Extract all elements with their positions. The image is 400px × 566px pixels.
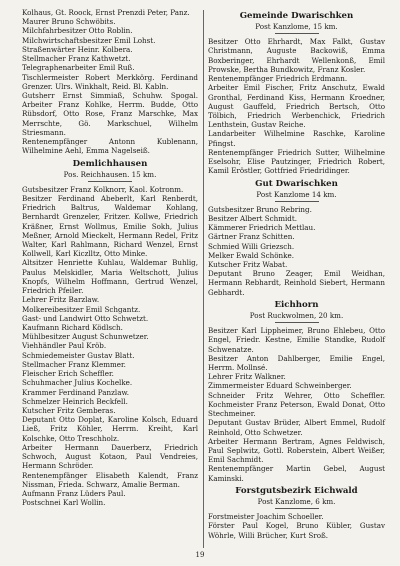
directory-entry: Rentenempfänger Martin Gebel, August Kaminski. — [208, 464, 385, 483]
directory-entry: Tischlermeister Robert Merkkörg. Ferdinand Grenzer. Ulrs. Winkhalt, Reid. Bl. Kabln. — [22, 72, 198, 91]
section-rule — [275, 33, 319, 34]
directory-entry: Rentenempfänger Friedrich Erdmann. — [208, 74, 348, 84]
directory-entry: Lehrer Fritz Barzlaw. — [22, 295, 100, 305]
directory-entry: Besitzer Otto Ehrhardt, Max Falkt, Gustav Christmann, Auguste Backowiß, Emma Boxberinger, Ehrhardt Wellenkonß, Emil Prowske, Bertha Bundkowitz, Franz Kosler. — [208, 37, 385, 74]
directory-entry: Landarbeiter Wilhelmine Raschke, Karoline Pfingst. — [208, 129, 385, 148]
directory-entry: Aufmann Franz Lüders Paul. — [22, 488, 126, 498]
directory-entry: Schmelzer Heinrich Beckfell. — [22, 396, 128, 406]
directory-entry: Forstmeister Joachim Schoeller. — [208, 512, 324, 522]
directory-entry: Krammer Ferdinand Panzlaw. — [22, 387, 129, 397]
directory-entry: Deputant Otto Doplat, Karoline Kolsch, Eduard Ließ, Fritz Köhler, Herrm. Kreiht, Karl Kolschke, Otto Treschholz. — [22, 415, 198, 443]
directory-entry: Arbeiter Hermann Bertram, Agnes Feldwisch, Paul Seplwitz, Gottl. Roberstein, Albert Weißer, Emil Sachmidt. — [208, 436, 385, 465]
directory-entry: Kämmerer Friedrich Mettlau. — [208, 223, 316, 233]
section-rule — [275, 508, 319, 509]
section-heading: Forstgutsbezirk Eichwald — [235, 485, 358, 496]
section-rule — [88, 181, 132, 182]
directory-entry: Förster Paul Kogel, Bruno Kübler, Gustav Wöhrle, Willi Brücher, Kurt Sroß. — [208, 521, 385, 540]
directory-entry: Besitzer Karl Lippheimer, Bruno Ehlebeu, Otto Engel, Friedr. Kestne, Emilie Standke, Rudolf Schwenatze. — [208, 326, 385, 354]
directory-entry: Viehhändler Paul Kröb. — [22, 341, 107, 351]
directory-entry: Arbeiter Hermann Dauerberz, Friedrich Schwoch, August Kotaon, Paul Vendreies, Hermann Schröder. — [22, 442, 198, 471]
directory-entry: Gutsbesitzer Bruno Rebring. — [208, 204, 312, 214]
section-heading: Demlichhausen — [72, 158, 148, 169]
directory-entry: Gutsbesitzer Franz Kolknorr, Kaol. Kotronm. — [22, 184, 184, 194]
directory-entry: Lehrer Fritz Walkner. — [208, 372, 286, 382]
page-number: 19 — [195, 551, 205, 559]
directory-entry: Kolhaus, Gt. Roock, Ernst Prenzdi Peter, Panz. — [22, 8, 190, 17]
directory-entry: Besitzer Ferdinand Abeberlt, Karl Renberdt, Friedrich Baltrus, Waldemar Kohlang, Bernhardt Grenzeler, Fritzer. Kollwe, Friedrich Kräßner, Ernst Wollmus, Emilie Sokh, Julius Meßner, Arnold Mieckelt, Hermann Redel, Fritz Walter, Karl Rahlmann, Richard Wenzel, Ernst Kollwell, Karl Kiczlltz, Otto Minke. — [22, 193, 198, 259]
section-rule — [275, 322, 319, 323]
section-heading: Gut Dwarischken — [255, 178, 338, 189]
directory-entry: Arbeiter Emil Fischer, Fritz Anschutz, Ewald Gronthal, Ferdinand Kiss, Hermann Kroedner, August Gauffeld, Friedrich Bertsch, Otto Tölbich, Friedrich Werbenchick, Friedrich Lenthstein, Gustav Reiche. — [208, 83, 385, 130]
directory-entry: Molkereibesitzer Emil Schgantz. — [22, 304, 141, 314]
directory-entry: Stellmacher Franz Klemmer. — [22, 359, 126, 369]
directory-entry: Gast- und Landwirt Otto Schwetzt. — [22, 313, 149, 323]
directory-entry: Postschnei Karl Wollin. — [22, 498, 106, 508]
directory-entry: Gärtner Franz Schitten. — [208, 232, 295, 242]
section-rule — [275, 201, 319, 202]
directory-entry: Besitzer Anton Dahlberger, Emilie Engel, Herrm. Mollnsé. — [208, 353, 385, 372]
section-heading: Eichhorn — [274, 299, 319, 310]
directory-entry: Altsitzer Henriette Kuhlau, Waldemar Buhlig, Paulus Melskidler, Maria Weltschott, Julius Knopfs, Wilhelm Hoffmann, Gertrud Wenzel, Friedrich Pfeiler. — [22, 258, 198, 296]
right-column — [208, 8, 385, 540]
column-divider — [203, 10, 204, 548]
left-column — [22, 8, 198, 507]
directory-entry: Straßenwärter Heinr. Kolbera. — [22, 44, 133, 54]
directory-entry: Zimmermeister Eduard Schweinberger. — [208, 381, 352, 391]
section-postal-info: Pos. Reichhausen. 15 km. — [63, 169, 157, 179]
section-postal-info: Post Kanzlome, 6 km. — [257, 496, 336, 506]
directory-entry: Kutscher Fritz Gemberas. — [22, 405, 116, 415]
section-postal-info: Post Kanzlome, 15 km. — [255, 22, 338, 31]
directory-entry: Deputant Gustav Brüder, Albert Emmel, Rudolf Reinhold, Otto Schwetzer. — [208, 418, 385, 437]
directory-entry: Rentenempfänger Elisabeth Kalendt, Franz Nissman, Frieda. Schwarz, Amalie Berman. — [22, 470, 198, 489]
directory-entry: Schuhmacher Julius Kochelke. — [22, 378, 133, 388]
directory-entry: Rentenempfänger Antonn Kublenann, Wilhelmine Aehl, Emma Nagelseiß. — [22, 137, 198, 156]
directory-entry: Telegraphenarbeiter Emil Ruß. — [22, 63, 135, 73]
directory-entry: Kutscher Fritz Wabat. — [208, 260, 288, 270]
directory-entry: Melker Ewald Schönke. — [208, 250, 294, 260]
directory-entry: Besitzer Albert Schmidt. — [208, 213, 298, 223]
directory-entry: Milchwirtschaftsbesitzer Emil Lohst. — [22, 35, 156, 45]
directory-entry: Milchfahrbesitzer Otto Roblin. — [22, 26, 133, 36]
directory-entry: Schmied Willi Griezsch. — [208, 241, 295, 251]
directory-entry: Maurer Bruno Schwöbits. — [22, 17, 116, 27]
directory-entry: Kaufmann Richard Ködlsch. — [22, 323, 123, 332]
directory-entry: Gutsherr Ernst Simmiaß, Schuhw. Spogal. Arbeiter Franz Kohlke, Herrm. Budde, Otto Rübsdorf, Otto Rose, Franz Marschke, Max Merrschte, Gö. Markschuel, Wilhelm Striesmann. — [22, 90, 198, 137]
directory-entry: Schneider Fritz Wehrer, Otto Scheffler. Kochmeister Franz Peterson, Ewald Donat, Otto Stechmeiner. — [208, 390, 385, 419]
section-postal-info: Post Kanzlome 14 km. — [256, 189, 337, 199]
directory-entry: Deputant Bruno Zeager, Emil Weidhan, Hermann Rebhardt, Reinhold Siebert, Hermann Gebhardt. — [208, 269, 385, 297]
directory-entry: Mühlbesitzer August Schunwetzer. — [22, 332, 149, 342]
directory-entry: Stellmacher Franz Kathwetzt. — [22, 54, 131, 64]
section-heading: Gemeinde Dwarischken — [239, 11, 354, 21]
directory-entry: Schmiedemeister Gustav Blatt. — [22, 350, 135, 360]
directory-entry: Fleischer Erich Scheffler. — [22, 369, 114, 379]
section-postal-info: Post Ruckwolmen, 20 km. — [249, 310, 344, 320]
directory-entry: Rentenempfänger Friedrich Sutter, Wilhelmine Eselsohr, Elise Pautzinger, Friedrich Robert, Kamil Eröstler, Gottfried Friedridinger. — [208, 147, 385, 176]
